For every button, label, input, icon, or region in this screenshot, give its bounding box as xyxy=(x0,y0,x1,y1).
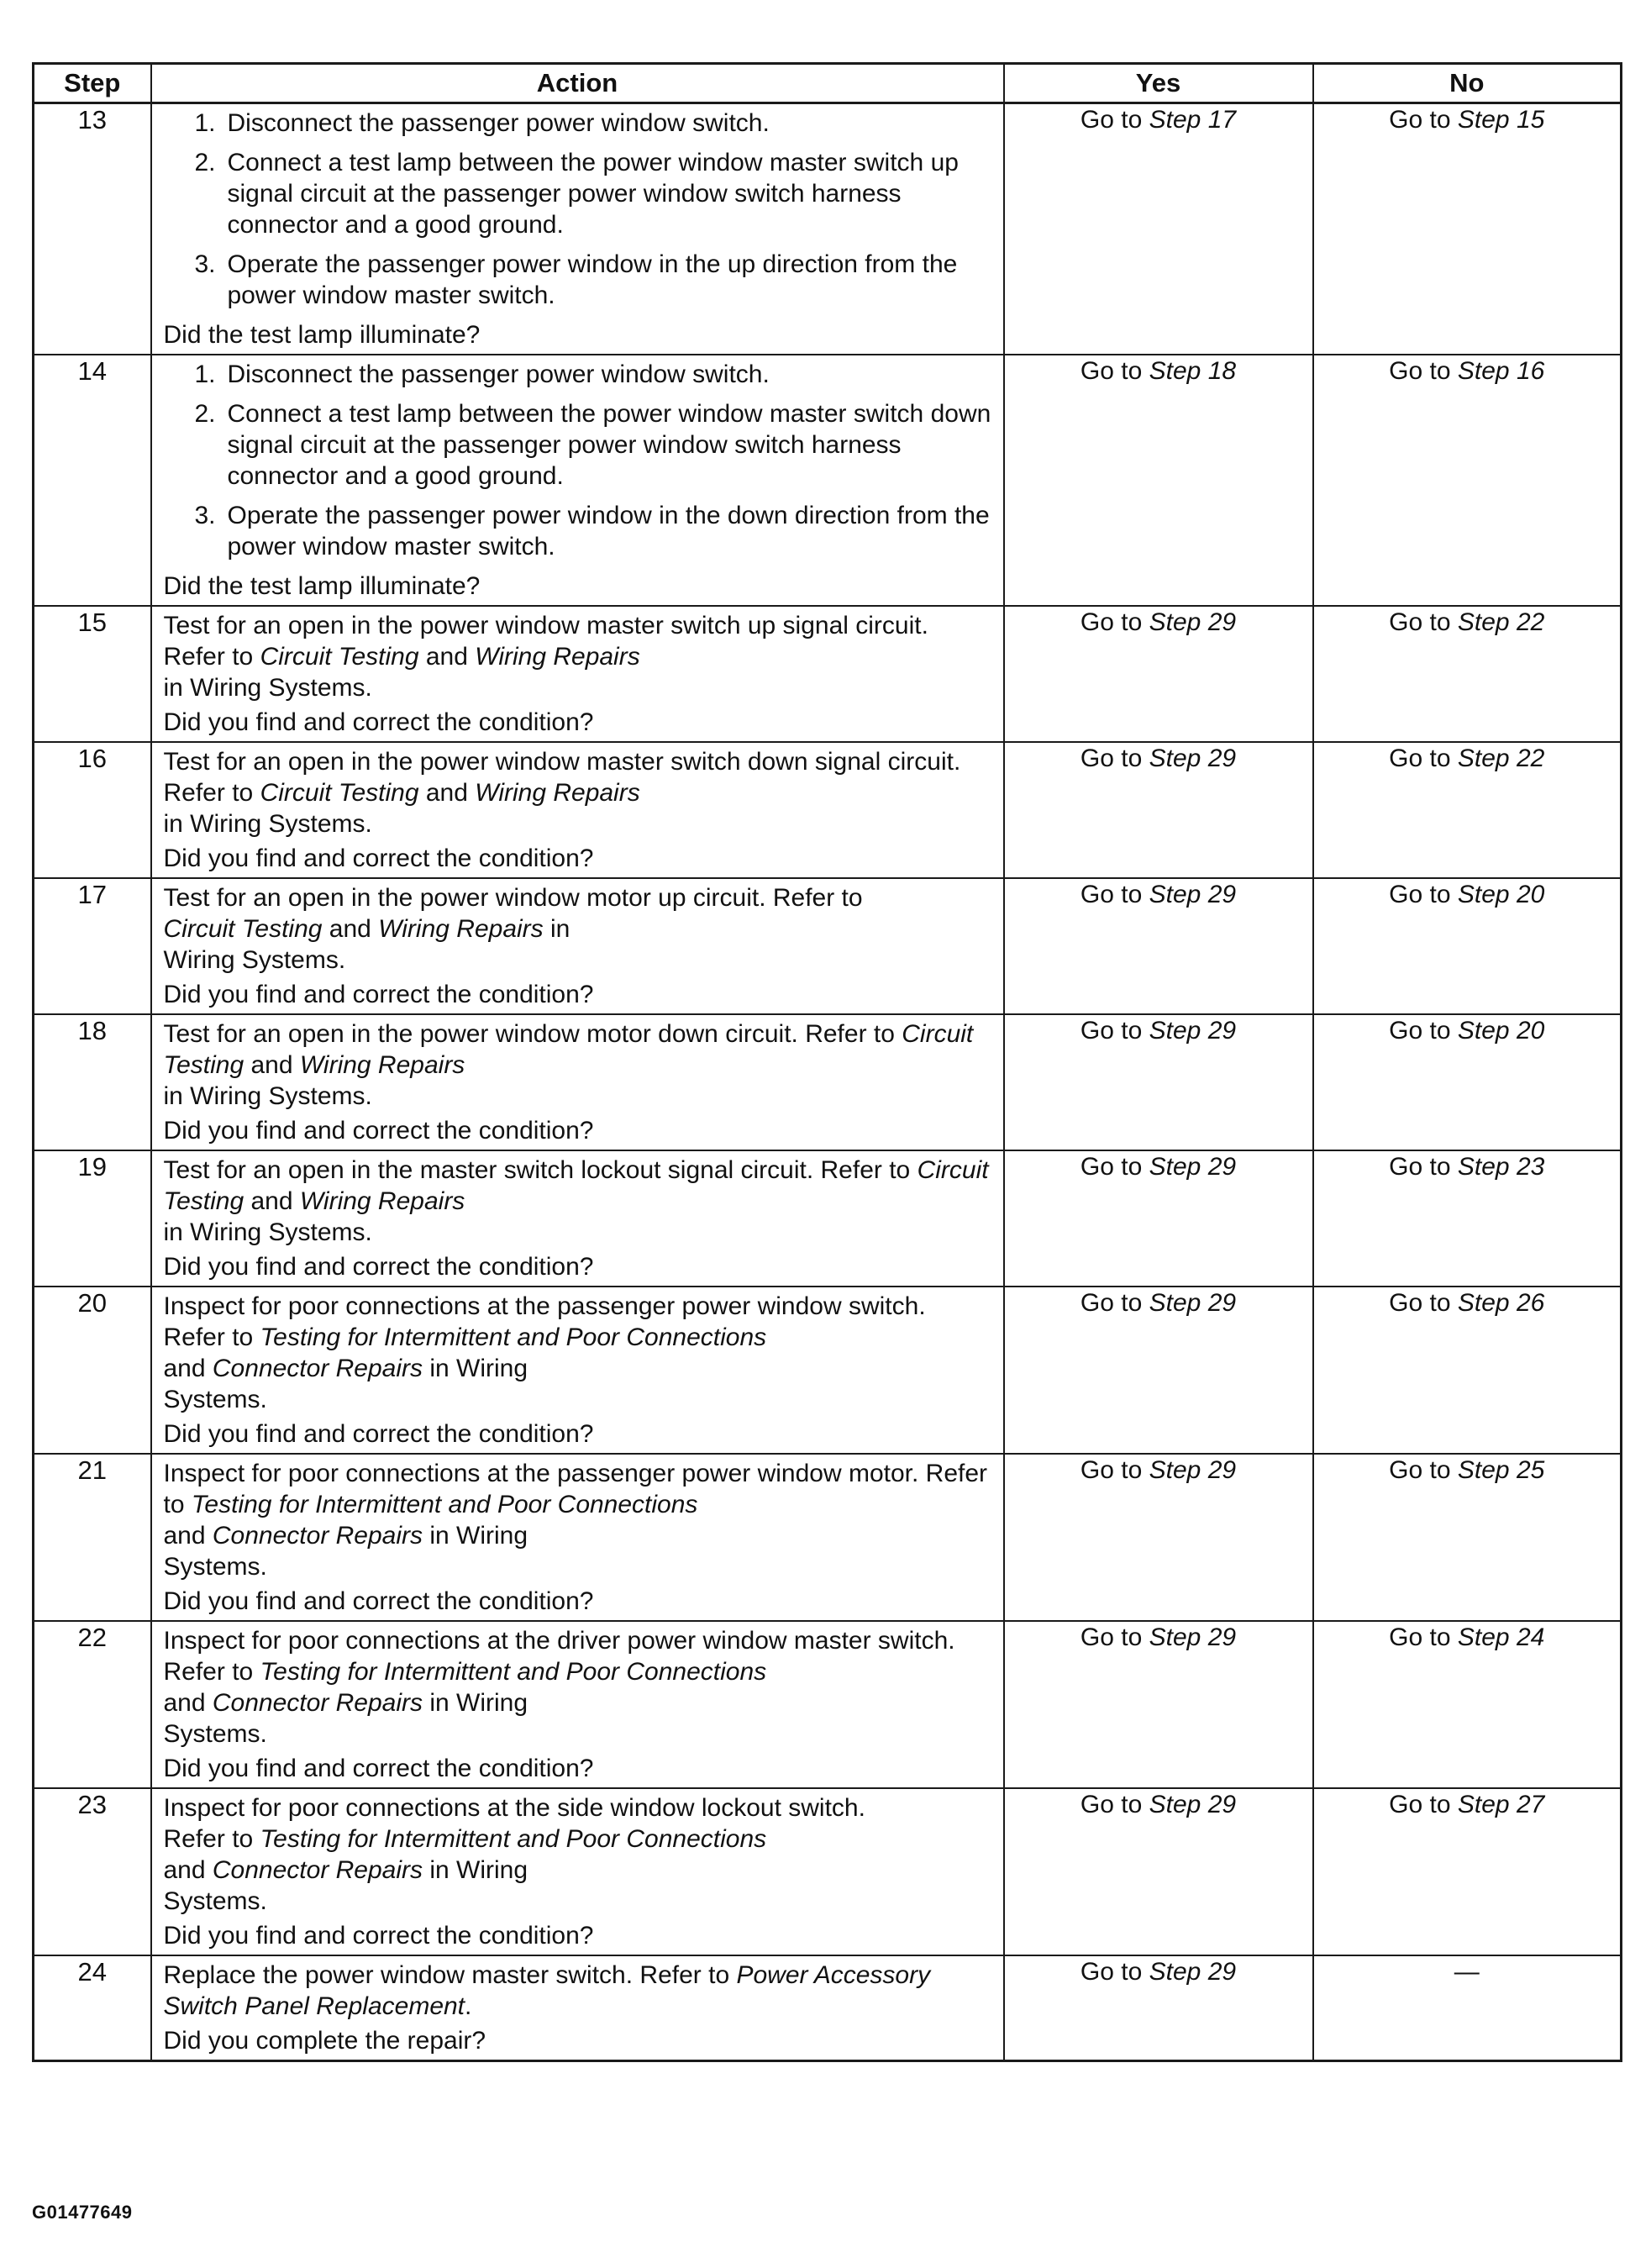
yes-cell xyxy=(1004,1150,1313,1287)
instruction-text xyxy=(164,1155,993,1248)
step-number: 18 xyxy=(34,1014,151,1150)
goto-label: Go to xyxy=(1080,1017,1143,1045)
step-reference: Step 17 xyxy=(1149,106,1237,134)
goto-label: Go to xyxy=(1389,608,1451,636)
reference-title: Testing for Intermittent and Poor Connections xyxy=(260,1658,767,1686)
yes-cell xyxy=(1004,606,1313,742)
question-text: Did you find and correct the condition? xyxy=(163,1253,594,1281)
instruction-text xyxy=(164,1291,993,1415)
reference-title: Wiring Repairs xyxy=(475,779,640,807)
header-row xyxy=(34,64,1622,103)
no-cell xyxy=(1313,1621,1622,1788)
reference-title: Power Accessory Switch Panel Replacement xyxy=(163,1961,931,2020)
goto-label: Go to xyxy=(1389,357,1451,385)
question-text: Did you find and correct the condition? xyxy=(163,845,594,872)
instruction-text xyxy=(164,746,993,839)
instruction-segment: and xyxy=(244,1051,300,1079)
instruction-segment: Test for an open in the master switch lockout signal circuit. Refer to xyxy=(163,1156,918,1184)
step-reference: Step 27 xyxy=(1457,1791,1545,1818)
action-cell xyxy=(151,1454,1004,1621)
goto-label: Go to xyxy=(1080,357,1143,385)
instruction-segment: Refer to xyxy=(163,1825,260,1853)
yes-cell xyxy=(1004,1621,1313,1788)
goto-label: Go to xyxy=(1389,745,1451,772)
instruction-text xyxy=(164,1625,993,1750)
instruction-segment: in Wiring xyxy=(423,1355,528,1382)
figure-id: G01477649 xyxy=(32,2202,133,2223)
substep-number: 1. xyxy=(194,109,216,137)
substep-item xyxy=(164,359,993,390)
goto-label: Go to xyxy=(1389,1017,1451,1045)
question-text: Did the test lamp illuminate? xyxy=(163,321,481,349)
instruction-segment: and xyxy=(163,1689,213,1717)
yes-cell xyxy=(1004,742,1313,878)
question-text: Did you find and correct the condition? xyxy=(163,1587,594,1615)
step-number: 20 xyxy=(34,1287,151,1454)
instruction-segment: . xyxy=(465,1992,472,2020)
instruction-text xyxy=(164,610,993,703)
substep-item xyxy=(164,398,993,492)
diagnostic-table xyxy=(32,62,1622,2062)
step-reference: Step 29 xyxy=(1149,1958,1237,1986)
yes-cell xyxy=(1004,1287,1313,1454)
header-no: No xyxy=(1313,64,1622,103)
instruction-segment: Test for an open in the power window master switch up signal circuit. Refer to xyxy=(163,612,928,671)
instruction-segment: in Wiring Systems. xyxy=(163,1218,372,1246)
substep-number: 2. xyxy=(194,400,216,428)
header-step: Step xyxy=(34,64,151,103)
step-reference: Step 29 xyxy=(1149,881,1237,908)
goto-label: Go to xyxy=(1080,1289,1143,1317)
action-cell xyxy=(151,742,1004,878)
instruction-segment: Systems. xyxy=(163,1887,267,1915)
no-cell xyxy=(1313,606,1622,742)
no-cell xyxy=(1313,103,1622,355)
reference-title: Connector Repairs xyxy=(212,1689,423,1717)
reference-title: Wiring Repairs xyxy=(475,643,640,671)
instruction-text xyxy=(164,1018,993,1112)
instruction-segment: and xyxy=(322,915,379,943)
instruction-segment: Replace the power window master switch. Refer to xyxy=(163,1961,737,1989)
question-text: Did you find and correct the condition? xyxy=(163,1420,594,1448)
goto-label: Go to xyxy=(1080,608,1143,636)
question-text: Did you find and correct the condition? xyxy=(163,1755,594,1782)
instruction-text xyxy=(164,1960,993,2022)
goto-label: Go to xyxy=(1080,745,1143,772)
instruction-segment: in Wiring xyxy=(423,1689,528,1717)
reference-title: Circuit Testing xyxy=(260,643,419,671)
goto-label: Go to xyxy=(1080,1623,1143,1651)
table-row xyxy=(34,1014,1622,1150)
step-reference: Step 29 xyxy=(1149,1017,1237,1045)
goto-label: Go to xyxy=(1389,1289,1451,1317)
table-row xyxy=(34,742,1622,878)
step-number: 21 xyxy=(34,1454,151,1621)
instruction-text xyxy=(164,1458,993,1582)
substep-text: Disconnect the passenger power window switch. xyxy=(227,360,770,388)
step-reference: Step 29 xyxy=(1149,1289,1237,1317)
goto-label: Go to xyxy=(1080,106,1143,134)
substep-item xyxy=(164,500,993,562)
step-reference: Step 20 xyxy=(1457,881,1545,908)
action-cell xyxy=(151,1788,1004,1955)
substep-number: 2. xyxy=(194,149,216,176)
yes-cell xyxy=(1004,1014,1313,1150)
step-number: 13 xyxy=(34,103,151,355)
question-text: Did you complete the repair? xyxy=(163,2027,486,2055)
instruction-segment: Inspect for poor connections at the passenger power window motor. Refer to xyxy=(163,1460,988,1518)
step-reference: Step 16 xyxy=(1457,357,1545,385)
table-row xyxy=(34,103,1622,355)
step-number: 23 xyxy=(34,1788,151,1955)
instruction-segment: in Wiring xyxy=(423,1856,528,1884)
step-reference: Step 29 xyxy=(1149,1153,1237,1181)
step-reference: Step 22 xyxy=(1457,745,1545,772)
instruction-segment: Systems. xyxy=(163,1553,267,1581)
step-number: 19 xyxy=(34,1150,151,1287)
no-cell xyxy=(1313,1287,1622,1454)
question-text: Did you find and correct the condition? xyxy=(163,1117,594,1145)
reference-title: Wiring Repairs xyxy=(299,1187,465,1215)
header-yes: Yes xyxy=(1004,64,1313,103)
substep-text: Connect a test lamp between the power window master switch down signal circuit at the passenger power window switch harness connector and a good ground. xyxy=(227,400,991,490)
substep-item xyxy=(164,147,993,240)
substep-number: 3. xyxy=(194,250,216,278)
reference-title: Testing for Intermittent and Poor Connections xyxy=(191,1491,698,1518)
goto-label: Go to xyxy=(1080,1456,1143,1484)
action-cell xyxy=(151,1150,1004,1287)
goto-label: Go to xyxy=(1080,881,1143,908)
no-cell xyxy=(1313,1788,1622,1955)
question-text: Did the test lamp illuminate? xyxy=(163,572,481,600)
action-cell xyxy=(151,878,1004,1014)
substep-list xyxy=(164,359,993,562)
yes-cell xyxy=(1004,878,1313,1014)
substep-text: Operate the passenger power window in the up direction from the power window master switch. xyxy=(227,250,958,309)
no-cell xyxy=(1313,878,1622,1014)
step-reference: Step 29 xyxy=(1149,1623,1237,1651)
instruction-segment: Inspect for poor connections at the side window lockout switch. xyxy=(163,1794,865,1822)
instruction-segment: and xyxy=(163,1856,213,1884)
substep-number: 3. xyxy=(194,502,216,529)
step-reference: Step 18 xyxy=(1149,357,1237,385)
reference-title: Circuit Testing xyxy=(163,1020,974,1079)
no-cell xyxy=(1313,1454,1622,1621)
substep-text: Operate the passenger power window in the down direction from the power window master switch. xyxy=(227,502,990,560)
reference-title: Connector Repairs xyxy=(212,1355,423,1382)
reference-title: Circuit Testing xyxy=(163,915,323,943)
goto-label: Go to xyxy=(1080,1791,1143,1818)
step-number: 22 xyxy=(34,1621,151,1788)
substep-text: Disconnect the passenger power window switch. xyxy=(227,109,770,137)
table-row xyxy=(34,1150,1622,1287)
yes-cell xyxy=(1004,1788,1313,1955)
substep-item xyxy=(164,249,993,311)
action-cell xyxy=(151,103,1004,355)
table-row xyxy=(34,1621,1622,1788)
goto-label: Go to xyxy=(1389,1623,1451,1651)
no-cell xyxy=(1313,742,1622,878)
instruction-segment: in Wiring Systems. xyxy=(163,674,372,702)
instruction-segment: and xyxy=(163,1522,213,1550)
table-row xyxy=(34,355,1622,606)
step-reference: Step 25 xyxy=(1457,1456,1545,1484)
instruction-segment: Inspect for poor connections at the driver power window master switch. Refer to xyxy=(163,1627,955,1686)
instruction-segment: Test for an open in the power window master switch down signal circuit. Refer to xyxy=(163,748,961,807)
instruction-segment: and xyxy=(244,1187,300,1215)
yes-cell xyxy=(1004,1955,1313,2061)
step-number: 14 xyxy=(34,355,151,606)
step-number: 15 xyxy=(34,606,151,742)
no-cell xyxy=(1313,1014,1622,1150)
table-row xyxy=(34,1287,1622,1454)
header-action: Action xyxy=(151,64,1004,103)
substep-number: 1. xyxy=(194,360,216,388)
instruction-text xyxy=(164,1792,993,1917)
step-number: 16 xyxy=(34,742,151,878)
instruction-segment: in Wiring xyxy=(423,1522,528,1550)
reference-title: Testing for Intermittent and Poor Connections xyxy=(260,1323,767,1351)
goto-label: Go to xyxy=(1389,1153,1451,1181)
step-reference: Step 29 xyxy=(1149,608,1237,636)
goto-label: Go to xyxy=(1389,1791,1451,1818)
step-reference: Step 29 xyxy=(1149,1456,1237,1484)
step-reference: Step 26 xyxy=(1457,1289,1545,1317)
action-cell xyxy=(151,1014,1004,1150)
no-cell xyxy=(1313,1955,1622,2061)
table-row xyxy=(34,1454,1622,1621)
no-cell xyxy=(1313,355,1622,606)
instruction-segment: Test for an open in the power window motor up circuit. Refer to xyxy=(163,884,863,912)
reference-title: Connector Repairs xyxy=(212,1856,423,1884)
yes-cell xyxy=(1004,355,1313,606)
step-reference: Step 22 xyxy=(1457,608,1545,636)
instruction-segment: and xyxy=(163,1355,213,1382)
substep-item xyxy=(164,108,993,139)
table-row xyxy=(34,878,1622,1014)
substep-list xyxy=(164,108,993,311)
goto-label: Go to xyxy=(1389,106,1451,134)
step-reference: Step 29 xyxy=(1149,745,1237,772)
step-reference: Step 29 xyxy=(1149,1791,1237,1818)
reference-title: Connector Repairs xyxy=(212,1522,423,1550)
step-reference: Step 23 xyxy=(1457,1153,1545,1181)
yes-cell xyxy=(1004,1454,1313,1621)
step-reference: Step 24 xyxy=(1457,1623,1545,1651)
reference-title: Wiring Repairs xyxy=(378,915,544,943)
instruction-text xyxy=(164,882,993,976)
table-body xyxy=(34,103,1622,2061)
question-text: Did you find and correct the condition? xyxy=(163,708,594,736)
step-number: 17 xyxy=(34,878,151,1014)
goto-label: Go to xyxy=(1080,1153,1143,1181)
no-cell xyxy=(1313,1150,1622,1287)
goto-label: Go to xyxy=(1389,1456,1451,1484)
yes-cell xyxy=(1004,103,1313,355)
instruction-segment: in Wiring Systems. xyxy=(163,1082,372,1110)
step-reference: Step 20 xyxy=(1457,1017,1545,1045)
step-reference: Step 15 xyxy=(1457,106,1545,134)
step-number: 24 xyxy=(34,1955,151,2061)
action-cell xyxy=(151,1287,1004,1454)
instruction-segment: Systems. xyxy=(163,1720,267,1748)
instruction-segment: and xyxy=(418,779,476,807)
instruction-segment: Wiring Systems. xyxy=(163,946,346,974)
instruction-segment: and xyxy=(418,643,476,671)
instruction-segment: in xyxy=(543,915,570,943)
reference-title: Wiring Repairs xyxy=(299,1051,465,1079)
action-cell xyxy=(151,606,1004,742)
goto-label: Go to xyxy=(1080,1958,1143,1986)
action-cell xyxy=(151,1621,1004,1788)
instruction-segment: Inspect for poor connections at the passenger power window switch. Refer to xyxy=(163,1292,926,1351)
question-text: Did you find and correct the condition? xyxy=(163,981,594,1008)
instruction-segment: Systems. xyxy=(163,1386,267,1413)
substep-text: Connect a test lamp between the power window master switch up signal circuit at the passenger power window switch harness connector and a good ground. xyxy=(227,149,959,239)
reference-title: Circuit Testing xyxy=(260,779,419,807)
action-cell xyxy=(151,355,1004,606)
table-row xyxy=(34,1955,1622,2061)
reference-title: Testing for Intermittent and Poor Connections xyxy=(260,1825,767,1853)
table-row xyxy=(34,606,1622,742)
table-row xyxy=(34,1788,1622,1955)
not-applicable-dash: — xyxy=(1454,1958,1480,1986)
instruction-segment: Test for an open in the power window motor down circuit. Refer to xyxy=(163,1020,902,1048)
goto-label: Go to xyxy=(1389,881,1451,908)
question-text: Did you find and correct the condition? xyxy=(163,1922,594,1950)
action-cell xyxy=(151,1955,1004,2061)
reference-title: Circuit Testing xyxy=(163,1156,989,1215)
instruction-segment: in Wiring Systems. xyxy=(163,810,372,838)
